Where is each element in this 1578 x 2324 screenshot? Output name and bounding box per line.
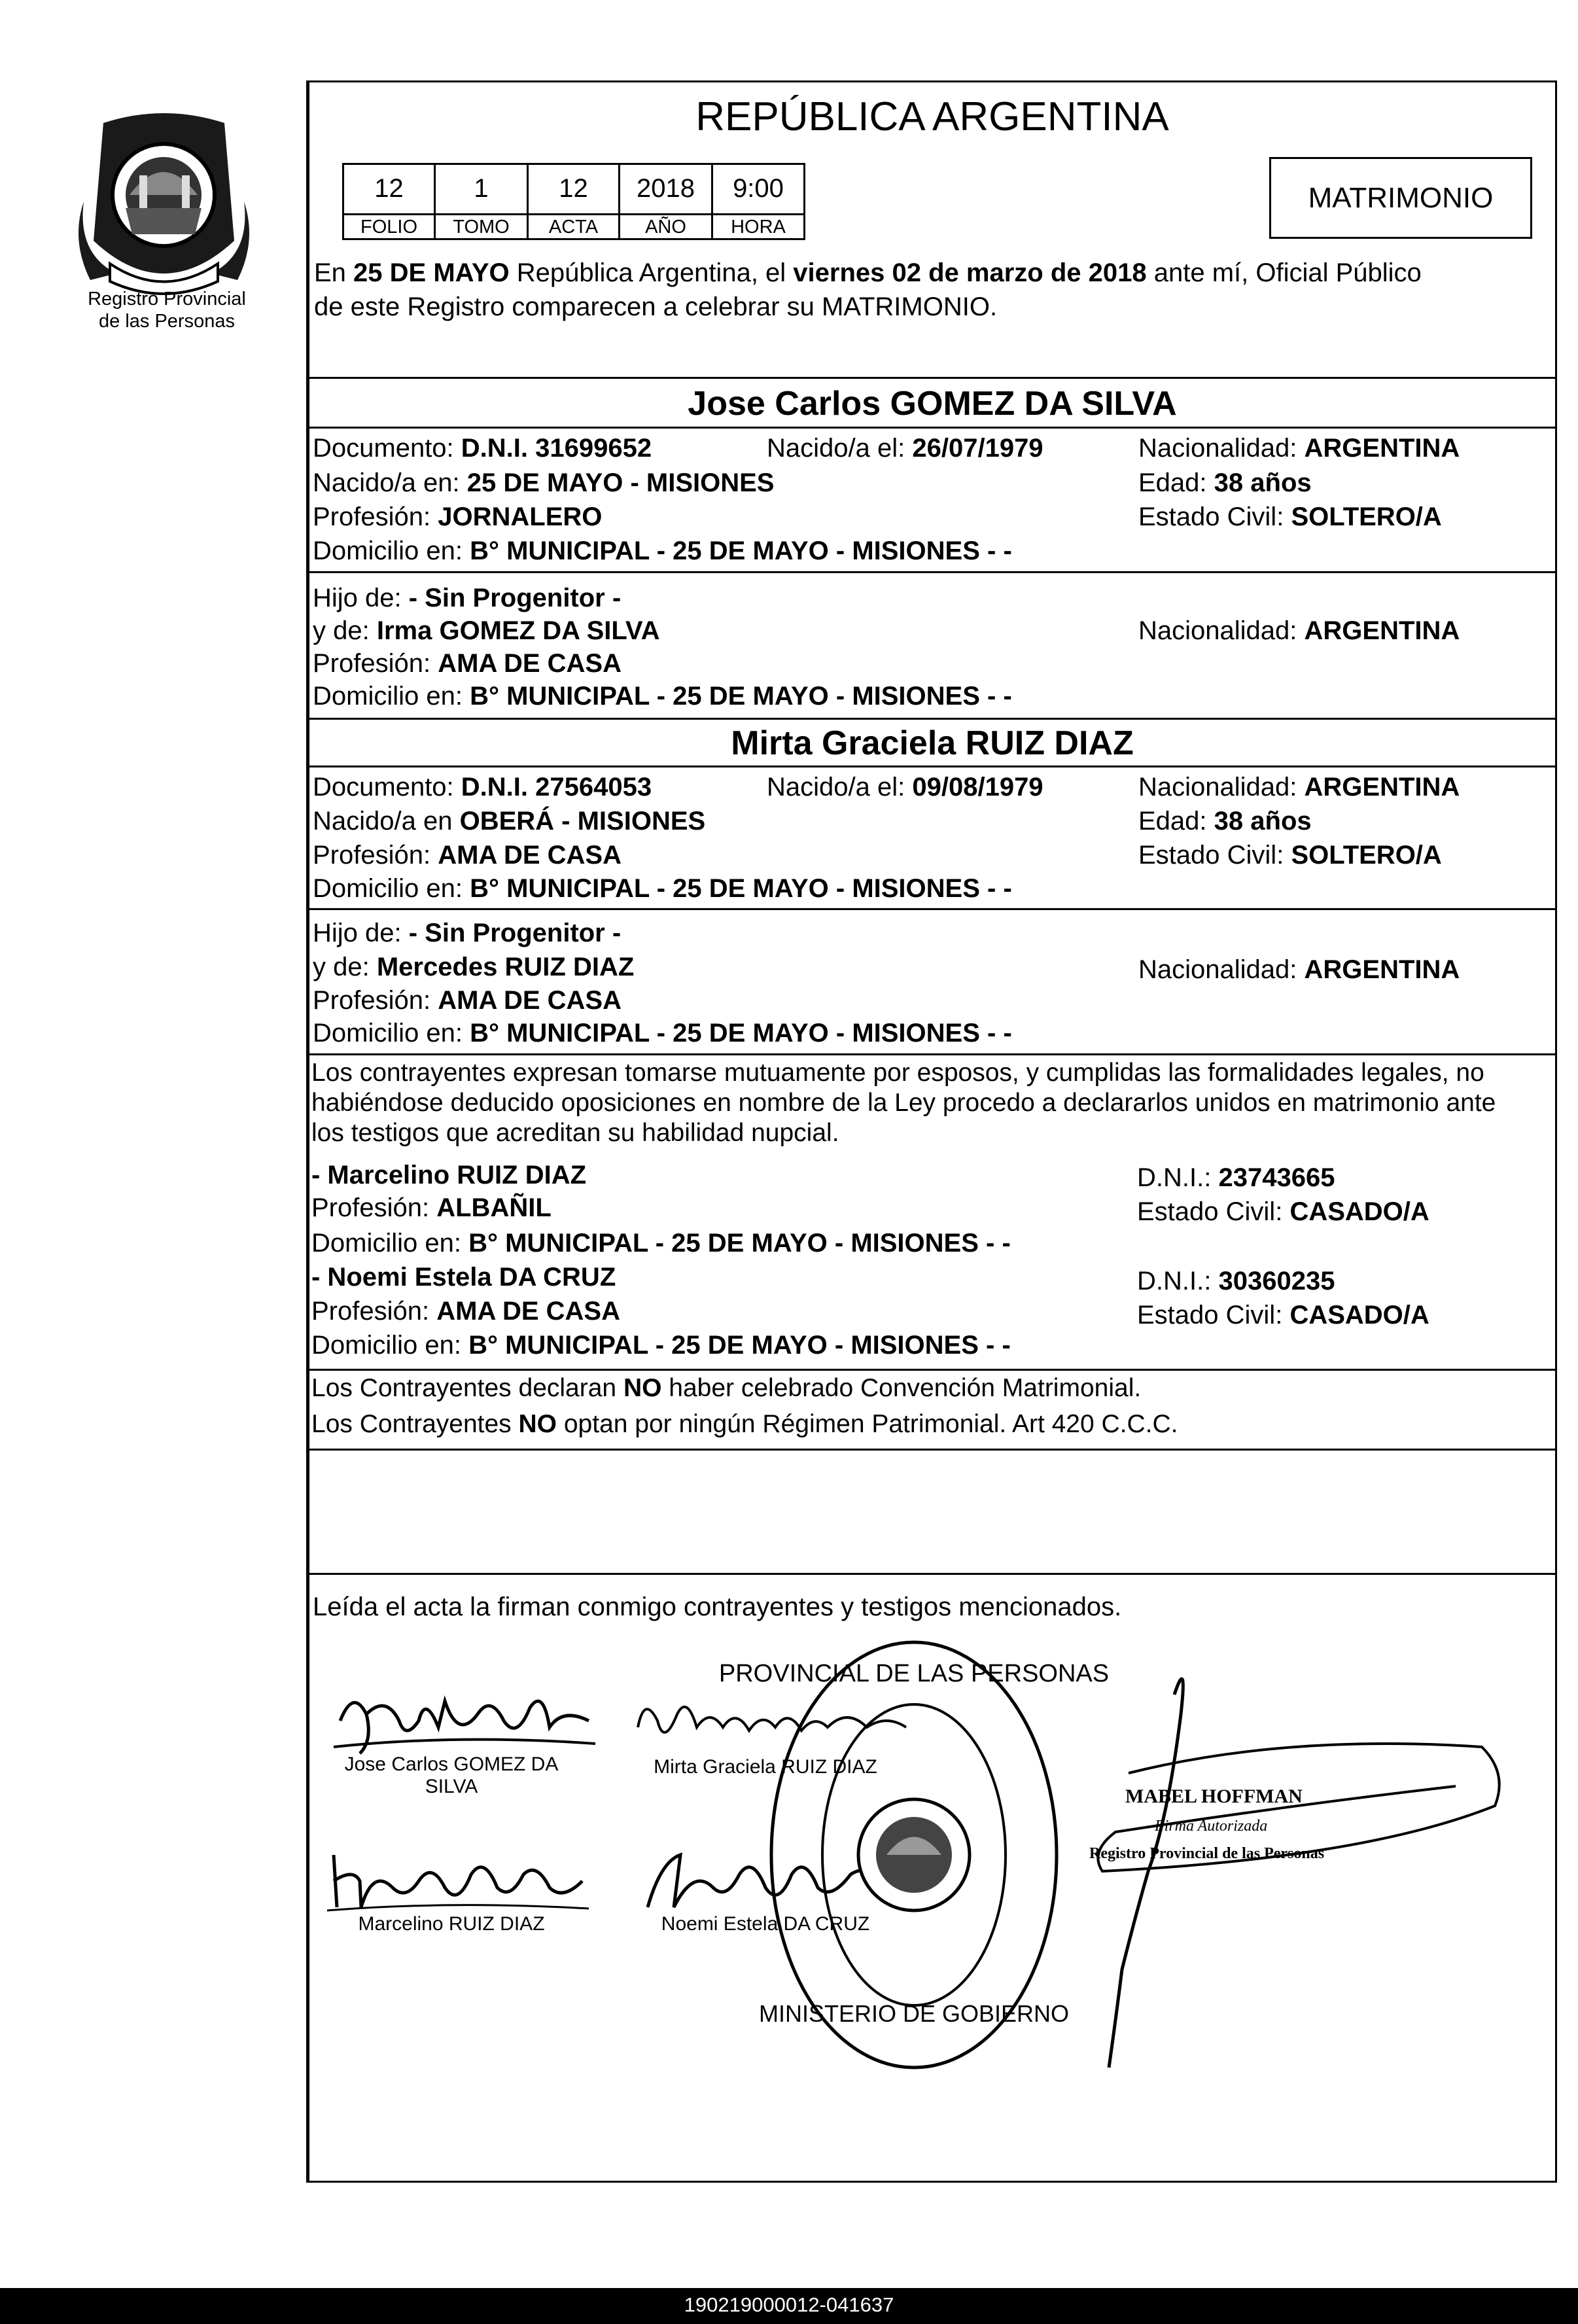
spouse1-age: Edad: 38 años bbox=[1138, 468, 1312, 497]
witness1-profession: Profesión: ALBAÑIL bbox=[311, 1193, 552, 1222]
divider-closing bbox=[307, 1573, 1557, 1575]
spouse1-mother-address: Domicilio en: B° MUNICIPAL - 25 DE MAYO - MISIONES - - bbox=[313, 682, 1012, 711]
signature-label-spouse2: Mirta Graciela RUIZ DIAZ bbox=[654, 1756, 877, 1778]
spouse2-born-place: Nacido/a en OBERÁ - MISIONES bbox=[313, 807, 706, 836]
spouse2-mother-address: Domicilio en: B° MUNICIPAL - 25 DE MAYO - MISIONES - - bbox=[313, 1019, 1012, 1048]
reg-cell-folio bbox=[344, 165, 436, 238]
registration-table bbox=[342, 163, 805, 240]
spouse2-document: Documento: D.N.I. 27564053 bbox=[313, 773, 652, 801]
declaration-line-3: los testigos que acreditan su habilidad nupcial. bbox=[311, 1119, 839, 1147]
spouse1-born-date: Nacido/a el: 26/07/1979 bbox=[767, 434, 1043, 463]
spouse1-mother-nationality: Nacionalidad: ARGENTINA bbox=[1138, 616, 1460, 645]
spouse2-age: Edad: 38 años bbox=[1138, 807, 1312, 836]
signature-label-spouse1: Jose Carlos GOMEZ DA SILVA bbox=[344, 1753, 559, 1797]
intro-place: 25 DE MAYO bbox=[353, 258, 510, 287]
spouse2-mother: y de: Mercedes RUIZ DIAZ bbox=[313, 953, 635, 981]
closing-statement: Leída el acta la firman conmigo contrayentes y testigos mencionados. bbox=[313, 1593, 1122, 1621]
reg-cell-acta bbox=[529, 165, 620, 238]
spouse1-address: Domicilio en: B° MUNICIPAL - 25 DE MAYO - MISIONES - - bbox=[313, 537, 1012, 565]
spouse1-parents-divider bbox=[307, 571, 1557, 573]
spouse2-civil-status: Estado Civil: SOLTERO/A bbox=[1138, 841, 1442, 870]
svg-text:MABEL HOFFMAN: MABEL HOFFMAN bbox=[1125, 1786, 1303, 1807]
divider-header bbox=[307, 377, 1557, 379]
declaration-line-1: Los contrayentes expresan tomarse mutuamente por esposos, y cumplidas las formalidades legales, no bbox=[311, 1059, 1484, 1087]
official-seal bbox=[718, 1629, 1110, 2081]
signature-witness1 bbox=[321, 1829, 595, 1927]
divider-blank bbox=[307, 1449, 1557, 1451]
divider-spouse2-title bbox=[307, 766, 1557, 767]
declaration-line-2: habiéndose deducido oposiciones en nombre de la Ley procedo a declararlos unidos en matrimonio ante bbox=[311, 1089, 1496, 1117]
witness1-address: Domicilio en: B° MUNICIPAL - 25 DE MAYO - MISIONES - - bbox=[311, 1229, 1011, 1258]
divider-spouse1-title bbox=[307, 427, 1557, 429]
reg-label: HORA bbox=[713, 213, 803, 238]
spouse1-document: Documento: D.N.I. 31699652 bbox=[313, 434, 652, 463]
witness2-address: Domicilio en: B° MUNICIPAL - 25 DE MAYO - MISIONES - - bbox=[311, 1331, 1011, 1360]
officer-stamp-signature bbox=[1089, 1655, 1508, 2074]
divider-spouse2 bbox=[307, 718, 1557, 720]
reg-value: 12 bbox=[374, 174, 404, 203]
divider-declaration bbox=[307, 1053, 1557, 1055]
spouse1-name: Jose Carlos GOMEZ DA SILVA bbox=[688, 385, 1177, 423]
svg-text:MINISTERIO DE GOBIERNO: MINISTERIO DE GOBIERNO bbox=[758, 2000, 1070, 2027]
spouse1-mother: y de: Irma GOMEZ DA SILVA bbox=[313, 616, 660, 645]
reg-cell-anio bbox=[620, 165, 713, 238]
intro-p3: ante mí, Oficial Público bbox=[1146, 258, 1422, 287]
spouse2-father: Hijo de: - Sin Progenitor - bbox=[313, 919, 622, 947]
reg-label: TOMO bbox=[436, 213, 527, 238]
spouse2-born-date: Nacido/a el: 09/08/1979 bbox=[767, 773, 1043, 801]
spouse2-nationality: Nacionalidad: ARGENTINA bbox=[1138, 773, 1460, 801]
signature-label-witness1: Marcelino RUIZ DIAZ bbox=[358, 1913, 545, 1935]
convention-line-1: Los Contrayentes declaran NO haber celebrado Convención Matrimonial. bbox=[311, 1374, 1142, 1402]
registry-caption-line2: de las Personas bbox=[99, 311, 235, 332]
witness2-profession: Profesión: AMA DE CASA bbox=[311, 1297, 620, 1326]
intro-date: viernes 02 de marzo de 2018 bbox=[793, 258, 1147, 287]
witness1-civil-status: Estado Civil: CASADO/A bbox=[1137, 1197, 1429, 1226]
reg-label: AÑO bbox=[620, 213, 711, 238]
spouse1-mother-profession: Profesión: AMA DE CASA bbox=[313, 649, 622, 678]
convention-line-2: Los Contrayentes NO optan por ningún Régimen Patrimonial. Art 420 C.C.C. bbox=[311, 1410, 1178, 1438]
reg-cell-tomo bbox=[436, 165, 529, 238]
reg-cell-hora bbox=[713, 165, 803, 238]
spouse2-address: Domicilio en: B° MUNICIPAL - 25 DE MAYO - MISIONES - - bbox=[313, 874, 1012, 903]
signature-label-witness2: Noemi Estela DA CRUZ bbox=[661, 1913, 870, 1935]
spouse2-profession: Profesión: AMA DE CASA bbox=[313, 841, 622, 870]
reg-label: FOLIO bbox=[344, 213, 434, 238]
registry-caption bbox=[59, 288, 275, 332]
footer-code: 190219000012-041637 bbox=[684, 2293, 894, 2316]
intro-line-1 bbox=[314, 257, 1422, 289]
spouse2-mother-profession: Profesión: AMA DE CASA bbox=[313, 986, 622, 1015]
spouse2-mother-nationality: Nacionalidad: ARGENTINA bbox=[1138, 955, 1460, 984]
intro-line-2: de este Registro comparecen a celebrar su MATRIMONIO. bbox=[314, 292, 998, 321]
registry-crest-logo bbox=[77, 110, 251, 300]
witness2-dni: D.N.I.: 30360235 bbox=[1137, 1267, 1335, 1295]
reg-value: 1 bbox=[474, 174, 489, 203]
witness1-dni: D.N.I.: 23743665 bbox=[1137, 1163, 1335, 1192]
svg-text:Firma Autorizada: Firma Autorizada bbox=[1155, 1818, 1268, 1835]
spouse1-profession: Profesión: JORNALERO bbox=[313, 502, 603, 531]
spouse1-father: Hijo de: - Sin Progenitor - bbox=[313, 584, 622, 612]
svg-text:PROVINCIAL DE LAS PERSONAS: PROVINCIAL DE LAS PERSONAS bbox=[718, 1660, 1110, 1687]
witness2-name: - Noemi Estela DA CRUZ bbox=[311, 1263, 616, 1292]
spouse2-parents-divider bbox=[307, 908, 1557, 910]
witness2-civil-status: Estado Civil: CASADO/A bbox=[1137, 1301, 1429, 1329]
reg-label: ACTA bbox=[529, 213, 618, 238]
record-type-box: MATRIMONIO bbox=[1269, 157, 1532, 239]
reg-value: 12 bbox=[559, 174, 588, 203]
registry-caption-line1: Registro Provincial bbox=[88, 289, 246, 309]
reg-value: 2018 bbox=[637, 174, 695, 203]
intro-p2: República Argentina, el bbox=[509, 258, 794, 287]
page-title: REPÚBLICA ARGENTINA bbox=[695, 94, 1169, 139]
witness1-name: - Marcelino RUIZ DIAZ bbox=[311, 1161, 587, 1189]
spouse1-civil-status: Estado Civil: SOLTERO/A bbox=[1138, 502, 1442, 531]
spouse2-name: Mirta Graciela RUIZ DIAZ bbox=[731, 724, 1134, 762]
intro-p1: En bbox=[314, 258, 354, 287]
spouse1-nationality: Nacionalidad: ARGENTINA bbox=[1138, 434, 1460, 463]
reg-value: 9:00 bbox=[733, 174, 784, 203]
divider-convention bbox=[307, 1369, 1557, 1371]
spouse1-born-place: Nacido/a en: 25 DE MAYO - MISIONES bbox=[313, 468, 775, 497]
svg-text:Registro Provincial de las Per: Registro Provincial de las Personas bbox=[1089, 1845, 1325, 1862]
